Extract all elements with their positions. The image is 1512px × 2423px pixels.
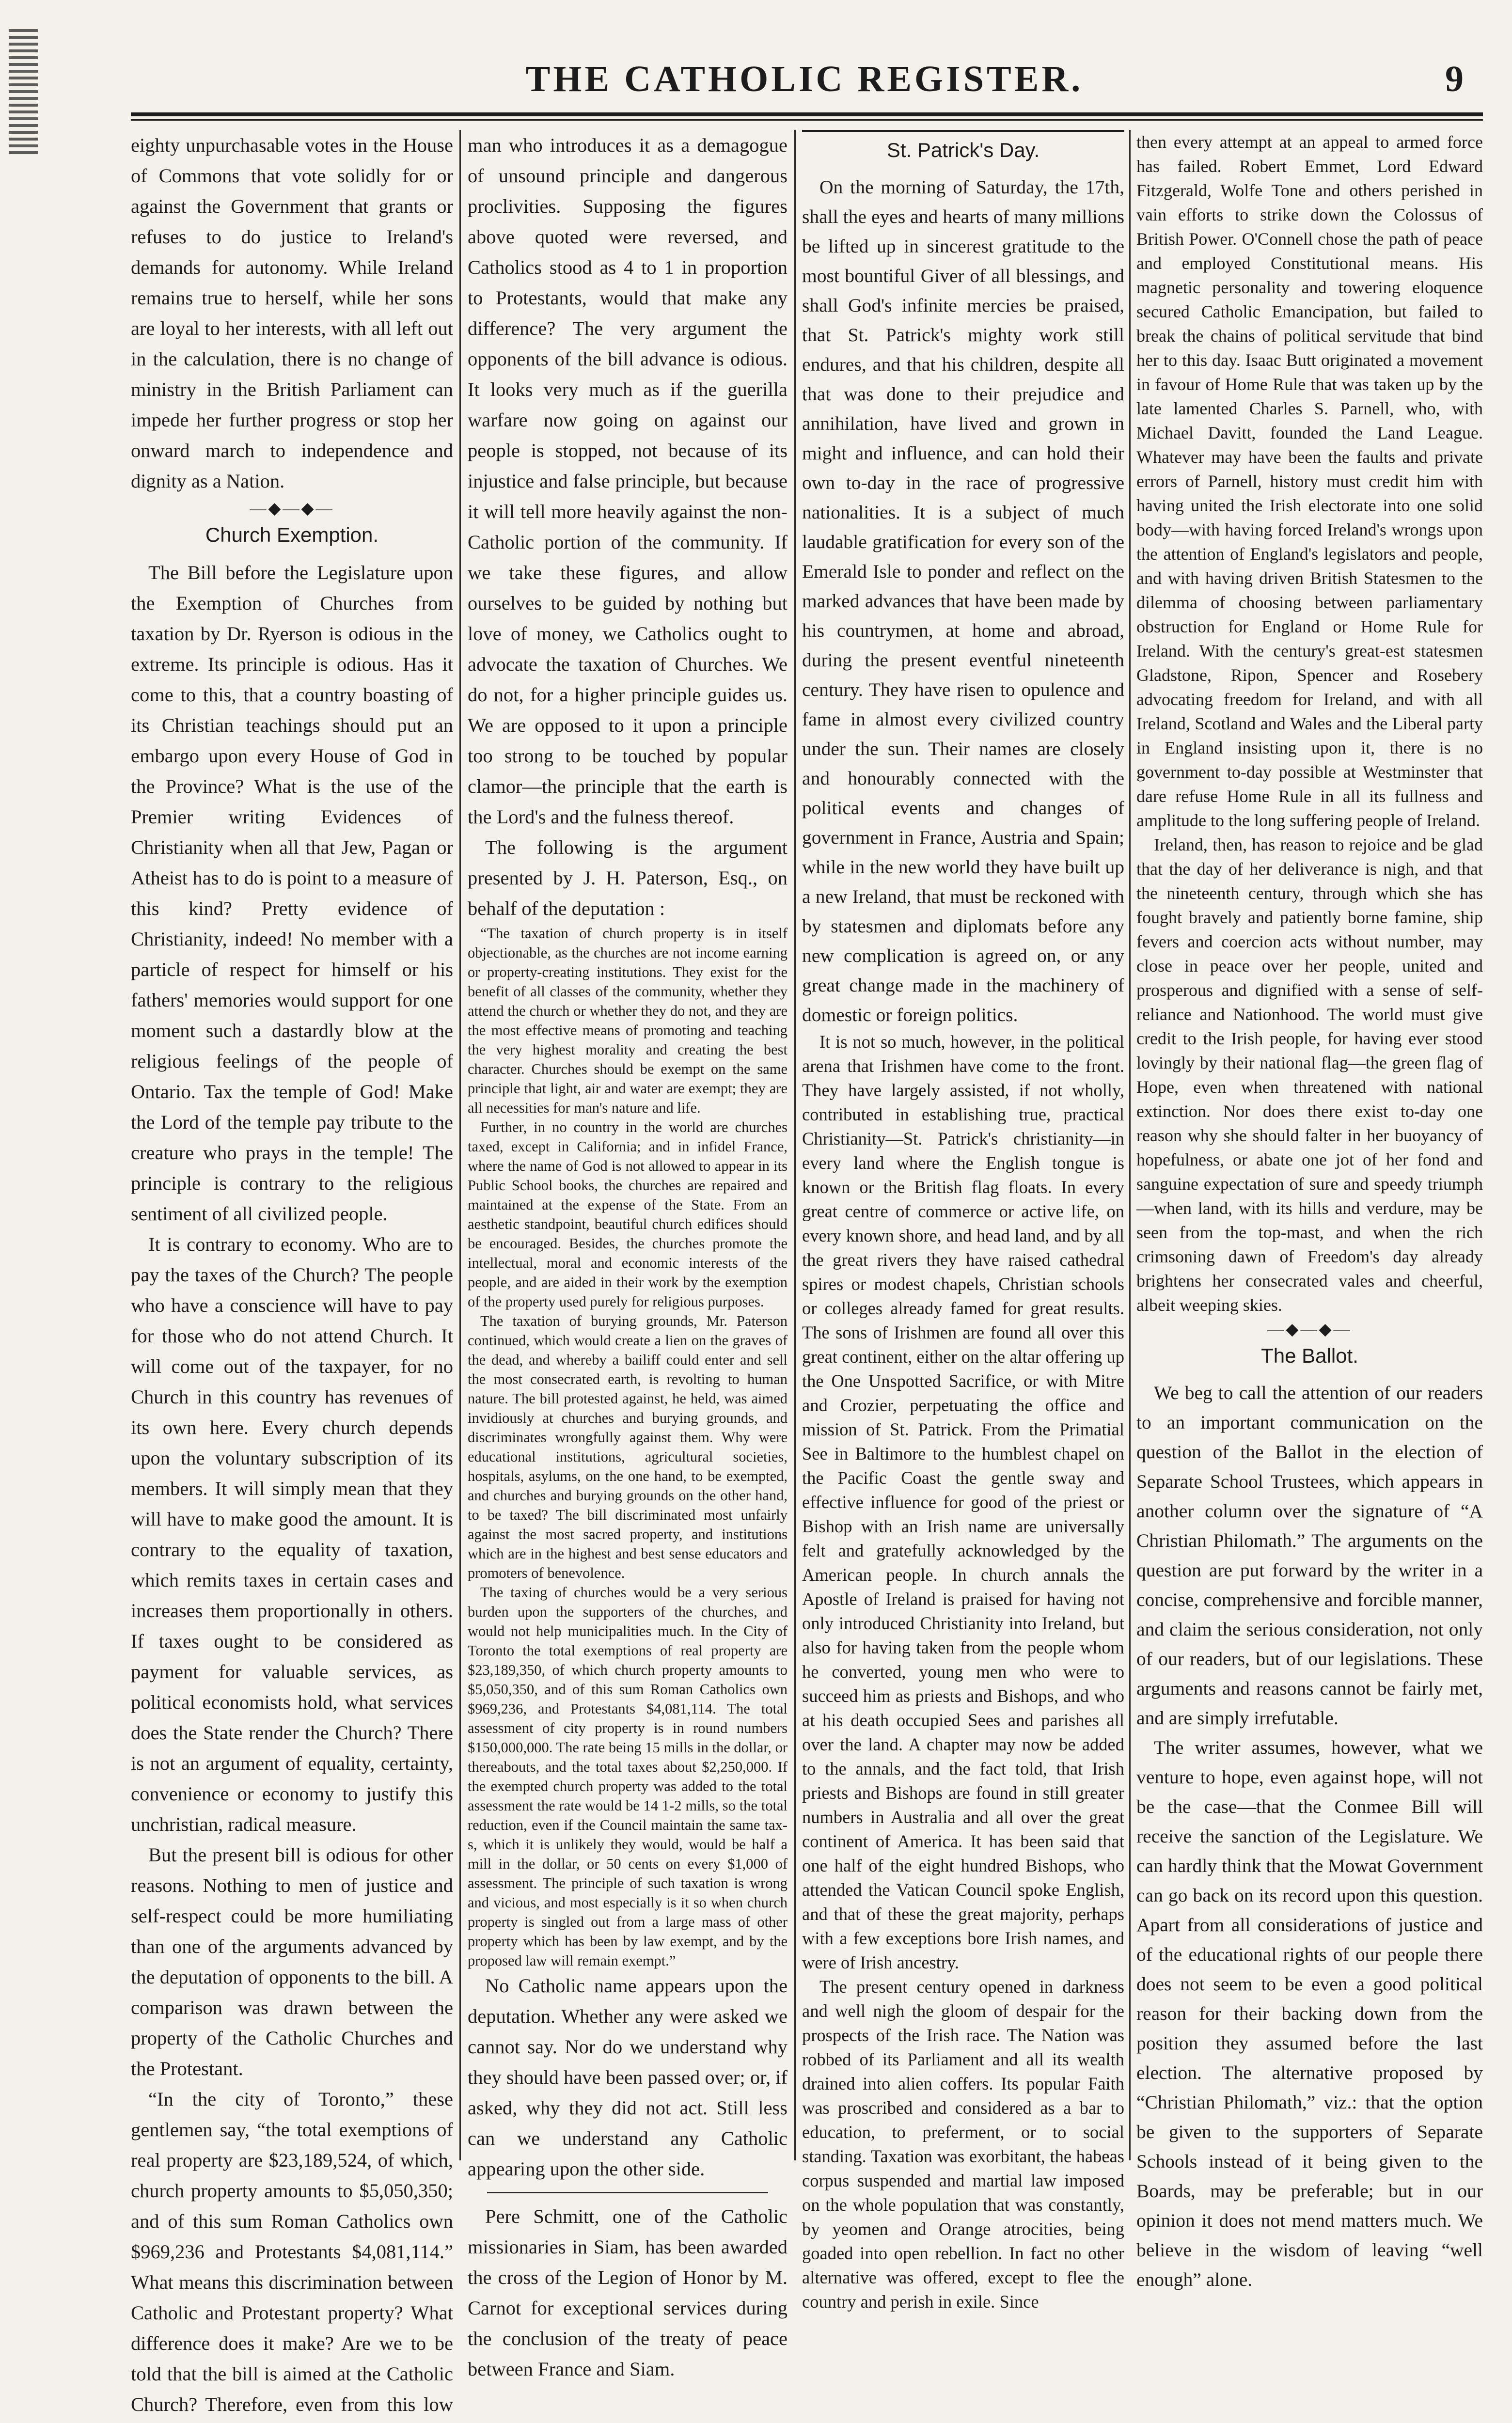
paragraph: then every attempt at an appeal to armed force has failed. Robert Emmet, Lord Edward Fitzgerald, Wolfe Tone and others perished in vain efforts to strike down the Colossus of British Power. O'Connell chose the path of peace and employed Constitutional means. His magnetic personality and towering eloquence secured Catholic Emancipation, but failed to break the chains of political servitude that bind her to this day. Isaac Butt originated a movement in favour of Home Rule that was taken up by the late lamented Charles S. Parnell, who, with Michael Davitt, founded the Land League. Whatever may have been the faults and private errors of Parnell, history must credit him with having united the Irish electorate into one solid body—with having forced Ireland's wrongs upon the attention of England's legislators and people, and with having driven British Statesmen to the dilemma of choosing between parliamentary obstruction for England or Home Rule for Ireland. With the century's great-est statesmen Gladstone, Ripon, Spencer and Rosebery advocating freedom for Ireland, and with all Ireland, Scotland and Wales and the Liberal party in England insisting upon it, there is no government to-day possible at Westminster that dare refuse Home Rule in all its fullness and amplitude to the long suffering people of Ireland. <box>1136 132 1483 830</box>
quoted-argument: The taxation of burying grounds, Mr. Paterson continued, which would create a lien on the graves of the dead, and whereby a bailiff could enter and sell the most consecrated earth, is revolting to human nature. The bill protested against, he held, was aimed invidiously at churches and burying grounds, and discriminates wrongfully against them. Why were educational institutions, agricultural societies, hospitals, asylums, on the one hand, to be exempted, and churches and burying grounds on the other hand, to be taxed? The bill discriminated most unfairly against the most sacred property, and institutions which are in the highest and best sense educators and promoters of benevolence. <box>468 1313 788 1581</box>
paragraph: We beg to call the attention of our readers to an important communication on the question of the Ballot in the election of Separate School Trustees, which appears in another column over the signature of “A Christian Philomath.” The arguments on the question are put forward by the writer in a concise, comprehensive and forcible manner, and claim the serious consideration, not only of our readers, but of our legislations. These arguments and reasons cannot be fairly met, and are simply irrefutable. <box>1136 1382 1483 1729</box>
newspaper-title: THE CATHOLIC REGISTER. <box>525 59 1084 99</box>
column-4 <box>1136 130 1483 2290</box>
paragraph: The present century opened in darkness and well nigh the gloom of despair for the prospects of the Irish race. The Nation was robbed of its Parliament and all its wealth drained into alien coffers. Its popular Faith was proscribed and considered as a bar to education, to preferment, or to social standing. Taxation was exorbitant, the habeas corpus suspended and martial law imposed on the whole population that was constantly, by yeomen and Orange atrocities, being goaded into open rebellion. In fact no other alternative was offered, except to flee the country and perish in exile. Since <box>802 1977 1124 2312</box>
section-ornament: —◆—◆— <box>250 500 334 518</box>
quoted-argument: Further, in no country in the world are churches taxed, except in California; and in infidel France, where the name of God is not allowed to appear in its Public School books, the churches are repaired and maintained at the expense of the State. From an aesthetic standpoint, beautiful church edifices should be encouraged. Besides, the churches promote the intellectual, moral and economic interests of the people, and are aided in their work by the exemption of the property used purely for religious purposes. <box>468 1119 788 1310</box>
article-continuation: eighty unpurchasable votes in the House of Commons that vote solidly for or against the Government that grants or refuses to do justice to Ireland's demands for autonomy. While Ireland remains true to herself, while her sons are loyal to her interests, with all left out in the calculation, there is no change of ministry in the British Parliament can impede her further progress or stop her onward march to independence and dignity as a Nation. <box>131 134 453 492</box>
column-rule <box>459 130 461 2160</box>
column-rule <box>794 130 796 2160</box>
divider <box>487 2192 768 2193</box>
paragraph: The writer assumes, however, what we venture to hope, even against hope, will not be the case—that the Conmee Bill will receive the sanction of the Legislature. We can hardly think that the Mowat Government can go back on its record upon this question. Apart from all considerations of justice and of the educational rights of our people there does not seem to be even a good political reason for their backing down from the position they assumed before the last election. The alternative proposed by “Christian Philomath,” viz.: that the option be given to the supporters of Separate Schools instead of it being given to the Boards, may be preferable; but in our opinion it does not mend matters much. We believe in the wisdom of leaving “well enough” alone. <box>1136 1737 1483 2290</box>
section-ornament: —◆—◆— <box>1267 1321 1352 1338</box>
paragraph: man who introduces it as a demagogue of unsound principle and dangerous proclivities. Supposing the figures above quoted were reversed, and Catholics stood as 4 to 1 in proportion to Protestants, would that make any difference? The very argument the opponents of the bill advance is odious. It looks very much as if the guerilla warfare now going on against our people is stopped, not because of its injustice and false principle, but because it will tell more heavily against the non-Catholic portion of the community. If we take these figures, and allow ourselves to be guided by nothing but love of money, we Catholics ought to advocate the taxation of Churches. We do not, for a higher principle guides us. We are opposed to it upon a principle too strong to be touched by popular clamor—the principle that the earth is the Lord's and the fulness thereof. <box>468 134 788 828</box>
article-heading: St. Patrick's Day. <box>886 139 1040 161</box>
paragraph: It is not so much, however, in the political arena that Irishmen have come to the front. They have largely assisted, if not wholly, contributed in establishing true, practical Christianity—St. Patrick's christianity—in every land where the English tongue is known or the British flag floats. In every great centre of commerce or active life, on every known shore, and head land, and by all the great rivers they have raised cathedral spires or modest chapels, Christian schools or colleges already famed for great results. The sons of Irishmen are found all over this great continent, either on the altar offering up the One Unspotted Sacrifice, or with Mitre and Crozier, perpetuating the office and mission of St. Patrick. From the Primatial See in Baltimore to the humblest chapel on the Pacific Coast the gentle sway and effective influence for good of the priest or Bishop with an Irish name are universally felt and gratefully acknowledged by the American people. In church annals the Apostle of Ireland is praised for having not only introduced Christianity into Ireland, but also for having taken from the people whom he converted, young men who were to succeed him as priests and Bishops, and who at his death occupied Sees and parishes all over the land. A chapter may now be added to the annals, and the fact told, that Irish priests and Bishops are found in still greater numbers in Australia and all over the great continent of America. It has been said that one half of the eight hundred Bishops, who attended the Vatican Council spoke English, and that of these the great majority, perhaps with a few exceptions bore Irish names, and were of Irish ancestry. <box>802 1032 1124 1972</box>
column-rule <box>1129 130 1131 2160</box>
editorial-box-rule <box>802 130 1124 132</box>
paragraph: No Catholic name appears upon the deputation. Whether any were asked we cannot say. Nor do we understand why they should have been passed over; or, if asked, why they did not act. Still less can we understand any Catholic appearing upon the other side. <box>468 1975 788 2180</box>
paragraph: Ireland, then, has reason to rejoice and be glad that the day of her deliverance is nigh, and that the nineteenth century, through which she has fought bravely and patiently borne famine, ship fevers and coercion acts without number, may close in peace over her people, united and prosperous and dignified with a sense of self-reliance and Nationhood. The world must give credit to the Irish people, for having ever stood lovingly by their national flag—the green flag of Hope, even when threatened with national extinction. Nor does there exist to-day one reason why she should falter in her buoyancy of hopefulness, or abate one jot of her fond and sanguine expectation of sure and speedy triumph—when land, with its hills and verdure, may be seen from the top-mast, and when the rich crimsoning dawn of Freedom's day already brightens her consecrated vales and cheerful, albeit weeping skies. <box>1136 835 1483 1315</box>
paragraph: The Bill before the Legislature upon the Exemption of Churches from taxation by Dr. Ryerson is odious in the extreme. Its principle is odious. Has it come to this, that a country boasting of its Christian teachings should put an embargo upon every House of God in the Province? What is the use of the Premier writing Evidences of Christianity when all that Jew, Pagan or Atheist has to do is point to a measure of this kind? Pretty evidence of Christianity, indeed! No member with a particle of respect for himself or his fathers' memories would support for one moment such a dastardly blow at the religious feelings of the people of Ontario. Tax the temple of God! Make the Lord of the temple pay tribute to the creature who prays in the temple! The principle is contrary to the religious sentiment of all civilized people. <box>131 562 453 1225</box>
news-item: Pere Schmitt, one of the Catholic missionaries in Siam, has been awarded the cross of the Legion of Honor by M. Carnot for exceptional services during the conclusion of the treaty of peace between France and Siam. <box>468 2205 788 2380</box>
quoted-argument: The taxing of churches would be a very serious burden upon the supporters of the churches, and would not help municipalities much. In the City of Toronto the total exemptions of real property are $23,189,350, of which church property amounts to $5,050,350, and of this sum Roman Catholics own $969,236, and Protestants $4,081,114. The total assessment of city property is in round numbers $150,000,000. The rate being 15 mills in the dollar, or thereabouts, and the total taxes about $2,250,000. If the exempted church property was added to the total assessment the rate would be 14 1-2 mills, so the total reduction, even if the Council maintain the same tax-s, which it is unlikely they would, would be half a mill in the dollar, or 50 cents on every $1,000 of assessment. The principle of such taxation is wrong and vicious, and most especially is it so when church property is singled out from a large mass of other property which has been by law exempt, and by the proposed law will remain exempt.” <box>468 1584 788 1969</box>
paragraph: The following is the argument presented by J. H. Paterson, Esq., on behalf of the deputation : <box>468 836 788 919</box>
column-1 <box>131 130 453 2415</box>
paragraph: But the present bill is odious for other reasons. Nothing to men of justice and self-respect could be more humiliating than one of the arguments advanced by the deputation of opponents to the bill. A comparison was drawn between the property of the Catholic Churches and the Protestant. <box>131 1844 453 2079</box>
masthead-rule <box>131 112 1483 116</box>
article-heading: Church Exemption. <box>205 523 379 546</box>
article-heading: The Ballot. <box>1261 1344 1358 1367</box>
column-2 <box>468 130 788 2380</box>
column-3 <box>802 130 1124 2312</box>
masthead-rule-thin <box>131 119 1483 121</box>
page-number: 9 <box>1445 59 1464 99</box>
binding-edge-mark <box>9 29 38 155</box>
quoted-argument: “The taxation of church property is in itself objectionable, as the churches are not income earning or property-creating institutions. They exist for the benefit of all classes of the community, whether they attend the church or whether they do not, and they are the most effective means of promoting and teaching the very highest morality and creating the best character. Churches should be exempt on the same principle that light, air and water are exempt; they are all necessities for man's nature and life. <box>468 925 788 1116</box>
masthead <box>136 58 1473 111</box>
paragraph: On the morning of Saturday, the 17th, shall the eyes and hearts of many millions be lifted up in sincerest gratitude to the most bountiful Giver of all blessings, and shall God's infinite mercies be praised, that St. Patrick's mighty work still endures, and that his children, despite all that was done to their prejudice and annihilation, have lived and grown in might and influence, and can hold their own to-day in the race of progressive nationalities. It is a subject of much laudable gratification for every son of the Emerald Isle to ponder and reflect on the marked advances that have been made by his countrymen, at home and abroad, during the present eventful nineteenth century. They have risen to opulence and fame in almost every civilized country under the sun. Their names are closely and honourably connected with the political events and changes of government in France, Austria and Spain; while in the new world they have built up a new Ireland, that must be reckoned with by statesmen and diplomats before any new complication is agreed on, or any great change made in the machinery of domestic or foreign politics. <box>802 176 1124 1025</box>
paragraph: “In the city of Toronto,” these gentlemen say, “the total exemptions of real property are $23,189,524, of which, church property amounts to $5,050,350; and of this sum Roman Catholics own $969,236 and Protestants $4,081,114.” What means this discrimination between Catholic and Protestant property? What difference does it make? Are we to be told that the bill is aimed at the Catholic Church? Therefore, even from this low <box>131 2088 453 2415</box>
paragraph: It is contrary to economy. Who are to pay the taxes of the Church? The people who have a conscience will have to pay for those who do not attend Church. It will come out of the taxpayer, for no Church in this country has revenues of its own here. Every church depends upon the voluntary subscription of its members. It will simply mean that they will have to make good the amount. It is contrary to the equality of taxation, which remits taxes in certain cases and increases them proportionally in others. If taxes ought to be considered as payment for valuable services, as political economists hold, what services does the State render the Church? There is not an argument of equality, certainty, convenience or economy to justify this unchristian, radical measure. <box>131 1233 453 1835</box>
